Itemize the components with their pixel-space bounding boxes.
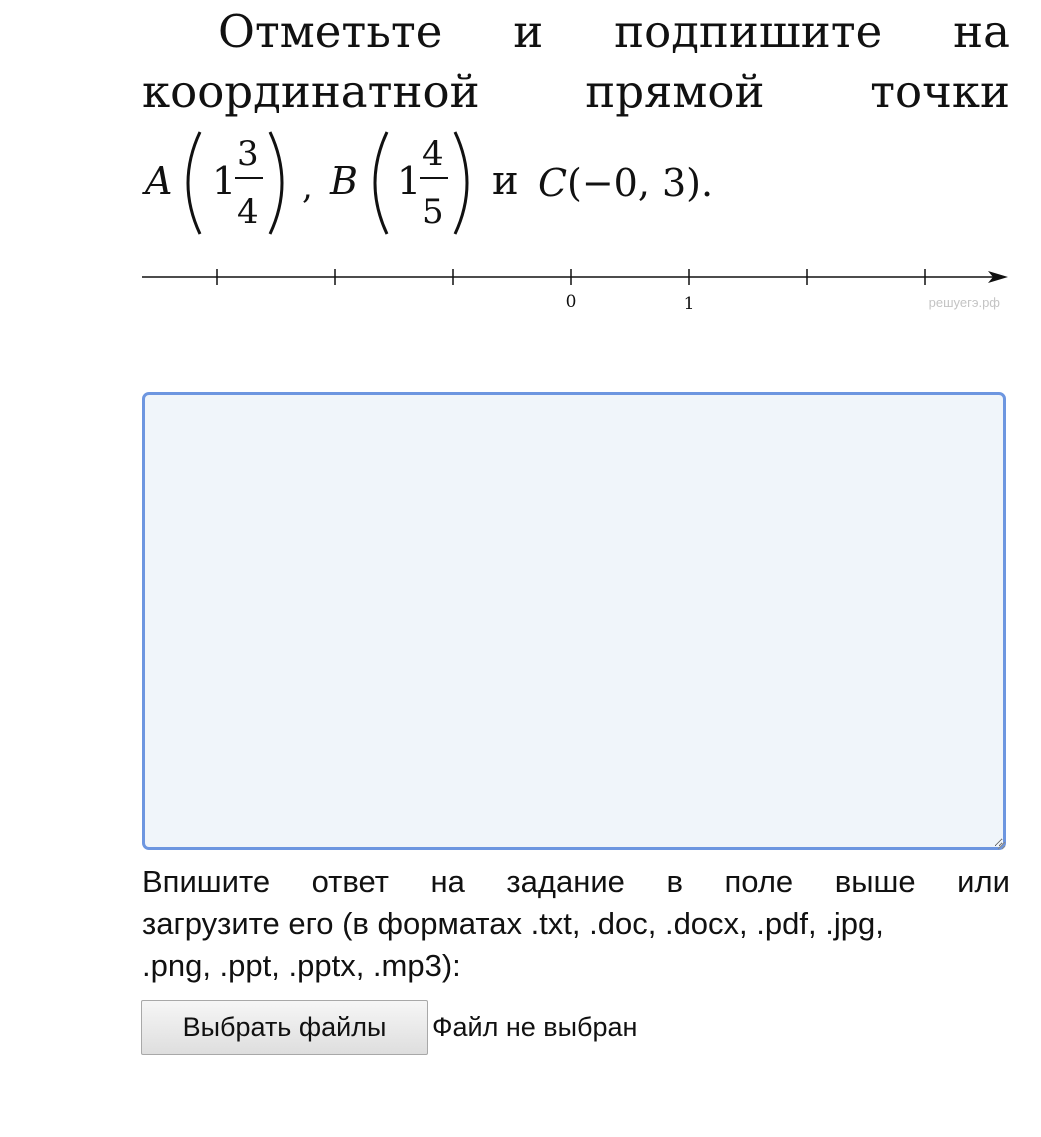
point-a-label: A	[145, 159, 173, 203]
tick-label-zero: 0	[565, 292, 577, 312]
task-word: прямой	[585, 65, 765, 118]
points-formula	[142, 128, 762, 238]
point-c-value: (−0, 3).	[567, 161, 714, 205]
instruction-word: Впишите	[142, 864, 271, 899]
task-word: на	[953, 5, 1010, 58]
instruction-line-1	[142, 861, 1010, 903]
tick-label-one: 1	[683, 294, 695, 314]
resize-handle-icon[interactable]	[996, 840, 1006, 850]
point-b-label: B	[330, 159, 358, 203]
instruction-word: задание	[506, 864, 625, 899]
task-word: и	[513, 5, 544, 58]
answer-textarea[interactable]	[142, 392, 1006, 850]
task-line-1	[142, 6, 1010, 66]
upload-instructions	[142, 861, 1010, 987]
point-b-denominator: 5	[422, 192, 444, 232]
comma: ,	[302, 167, 313, 207]
instruction-word: в	[666, 864, 683, 899]
right-paren	[455, 132, 467, 234]
task-text	[142, 6, 1010, 126]
task-line-2	[142, 66, 1010, 126]
left-paren	[375, 132, 387, 234]
point-b-whole: 1	[397, 159, 422, 203]
instruction-line-3: .png, .ppt, .pptx, .mp3):	[142, 948, 461, 983]
point-b-numerator: 4	[422, 134, 444, 174]
coordinate-line	[140, 262, 1015, 318]
task-word: подпишите	[614, 5, 883, 58]
point-c-label: C	[538, 161, 568, 205]
point-a-denominator: 4	[237, 192, 259, 232]
instruction-word: на	[430, 864, 465, 899]
task-word: точки	[870, 65, 1010, 118]
choose-files-button[interactable]: Выбрать файлы	[141, 1000, 428, 1055]
watermark: решуегэ.рф	[928, 295, 1000, 310]
instruction-word: выше	[834, 864, 916, 899]
instruction-word: ответ	[311, 864, 389, 899]
file-status-text: Файл не выбран	[432, 1012, 638, 1042]
instruction-word: или	[957, 864, 1010, 899]
task-word: координатной	[142, 65, 480, 118]
point-a-numerator: 3	[237, 134, 259, 174]
instruction-word: поле	[724, 864, 794, 899]
left-paren	[188, 132, 200, 234]
point-a-whole: 1	[212, 159, 237, 203]
task-word: Отметьте	[218, 5, 443, 58]
instruction-line-2: загрузите его (в форматах .txt, .doc, .docx, .pdf, .jpg,	[142, 906, 884, 941]
conjunction: и	[492, 158, 519, 204]
right-paren	[270, 132, 282, 234]
